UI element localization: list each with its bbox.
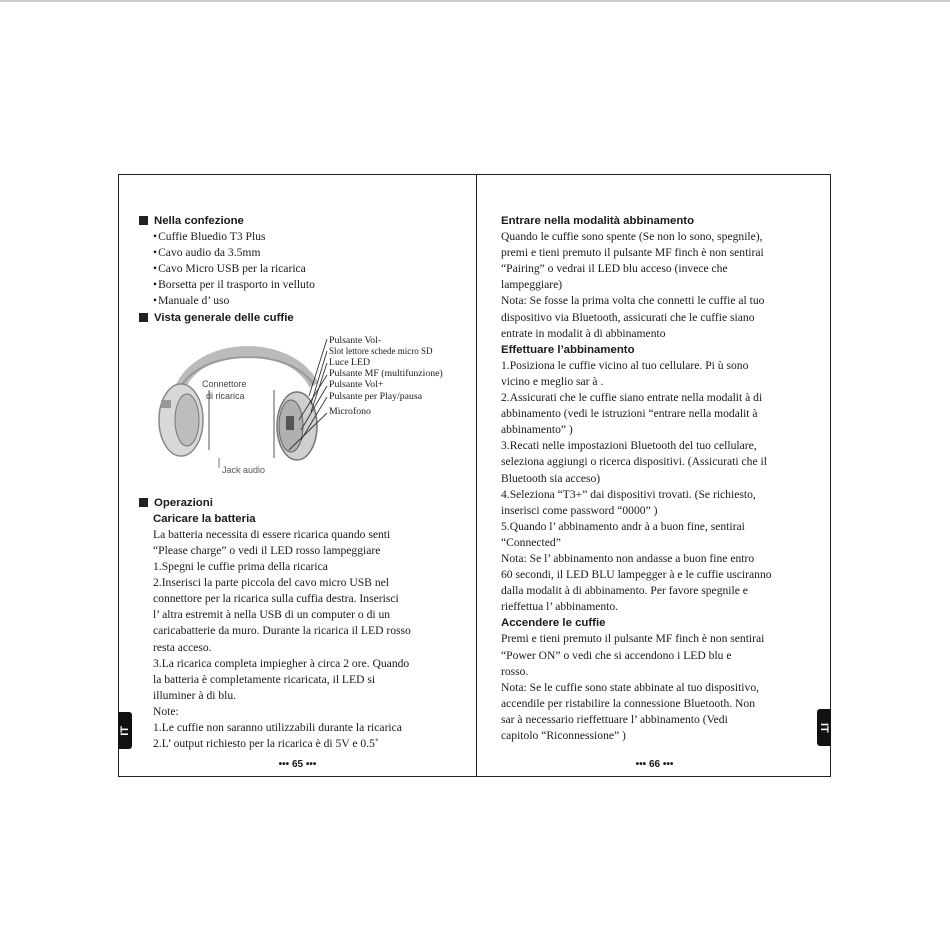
manual-spread	[118, 174, 831, 777]
box-contents-heading-text: Nella confezione	[154, 215, 244, 227]
language-tab-left	[118, 712, 132, 749]
list-item-text: Cuffie Bluedio T3 Plus	[158, 230, 266, 244]
list-item	[139, 245, 455, 261]
top-rule	[0, 0, 950, 2]
section-square-icon	[139, 216, 148, 225]
list-item-text: Manuale d’ uso	[158, 294, 230, 308]
bullet-icon: •	[153, 262, 158, 276]
audio-jack-label: Jack audio	[222, 464, 266, 475]
headphones-diagram	[139, 330, 455, 490]
charging-port-label-line2: di ricarica	[206, 390, 245, 401]
list-item	[139, 229, 455, 245]
perform-pairing-heading: Effettuare l’abbinamento	[501, 343, 635, 356]
overview-heading	[139, 310, 455, 326]
callout-label: Microfono	[329, 405, 371, 417]
paragraph: 2.Inserisci la parte piccola del cavo micro USB nel connettore per la ricarica sulla cuffia destra. Inserisci l’ altra estremit à nella USB di un computer o di un caricabatterie da muro. Durante la ricarica il LED rosso resta acceso.	[153, 576, 411, 654]
list-item-text: Cavo audio da 3.5mm	[158, 246, 261, 260]
charging-heading: Caricare la batteria	[153, 512, 256, 525]
paragraph: 1.Spegni le cuffie prima della ricarica	[153, 560, 328, 574]
right-page	[477, 175, 832, 776]
operations-heading	[139, 495, 455, 511]
section-square-icon	[139, 313, 148, 322]
list-item	[139, 277, 455, 293]
callout-label: Slot lettore schede micro SD	[329, 345, 433, 356]
perform-pairing-text: 1.Posiziona le cuffie vicino al tuo cellulare. Pi ù sono vicino e meglio sar à . 2.Assicurati che le cuffie siano entrate nella modalit à di abbinamento (vedi le istruzioni “entrare nella modalit à abbinamento” ) 3.Recati nelle impostazioni Bluetooth del tuo cellulare, seleziona aggiungi o ricerca dispositivi. (Assicurati che il Bluetooth sia acceso) 4.Seleziona “T3+” dai dispositivi trovati. (Se richiesto, inserisci come password “0000” ) 5.Quando l’ abbinamento andr à a buon fine, sentirai “Connected” Nota: Se l’ abbinamento non andasse a buon fine entro 60 secondi, il LED BLU lampegger à e le cuffie usciranno dalla modalit à di abbinamento. Per favore spegnile e rieffettua l’ abbinamento.	[501, 358, 772, 614]
charging-port-label-line1: Connettore	[202, 378, 247, 389]
language-tab-right	[817, 709, 831, 746]
paragraph: 3.La ricarica completa impiegher à circa 2 ore. Quando la batteria è completamente ricaricata, il LED si illuminer à di blu.	[153, 656, 410, 702]
callout-label: Luce LED	[329, 357, 371, 369]
power-on-text: Premi e tieni premuto il pulsante MF finch è non sentirai “Power ON” o vedi che si accendono i LED blu e rosso. Nota: Se le cuffie sono state abbinate al tuo dispositivo, accendile per ristabilire la connessione Bluetooth. Non sar à necessario rieffettuare l’ abbinamento (Vedi capitolo “Riconnessione” )	[501, 632, 765, 742]
diagram-callouts	[329, 335, 443, 417]
left-page-content	[139, 213, 455, 752]
page-number: ••• 65 •••	[278, 759, 317, 770]
list-item-text: Borsetta per il trasporto in velluto	[158, 278, 315, 292]
overview-heading-text: Vista generale delle cuffie	[154, 311, 294, 324]
paragraph: Note:	[153, 704, 179, 718]
callout-label: Pulsante per Play/pausa	[329, 390, 423, 402]
page-number: ••• 66 •••	[635, 759, 674, 770]
list-item-text: Cavo Micro USB per la ricarica	[158, 262, 306, 276]
right-page-content	[501, 213, 811, 744]
operations-heading-text: Operazioni	[154, 496, 213, 509]
bullet-icon: •	[153, 278, 158, 292]
pairing-mode-text: Quando le cuffie sono spente (Se non lo sono, spegnile), premi e tieni premuto il pulsante MF finch è non sentirai “Pairing” o vedrai il LED blu acceso (invece che lampeggiare) Nota: Se fosse la prima volta che connetti le cuffie al tuo dispositivo via Bluetooth, assicurati che le cuffie siano entrate in modalit à di abbinamento	[501, 230, 765, 340]
left-page	[119, 175, 476, 776]
list-item	[139, 261, 455, 277]
section-square-icon	[139, 498, 148, 507]
language-tab-text: IT	[119, 725, 131, 736]
power-on-heading: Accendere le cuffie	[501, 617, 606, 630]
callout-label: Pulsante Vol+	[329, 379, 384, 391]
bullet-icon: •	[153, 294, 158, 308]
list-item	[139, 293, 455, 309]
box-contents-heading	[139, 213, 455, 229]
paragraph: La batteria necessita di essere ricarica quando senti “Please charge” o vedi il LED rosso lampeggiare	[153, 527, 391, 557]
paragraph: 2.L’ output richiesto per la ricarica è di 5V e 0.5˚	[153, 737, 379, 751]
callout-label: Pulsante MF (multifunzione)	[329, 368, 443, 380]
language-tab-text: IT	[818, 722, 830, 733]
pairing-mode-heading: Entrare nella modalità abbinamento	[501, 215, 695, 227]
bullet-icon: •	[153, 230, 158, 244]
bullet-icon: •	[153, 246, 158, 260]
callout-label: Pulsante Vol-	[329, 334, 382, 346]
paragraph: 1.Le cuffie non saranno utilizzabili durante la ricarica	[153, 720, 402, 734]
